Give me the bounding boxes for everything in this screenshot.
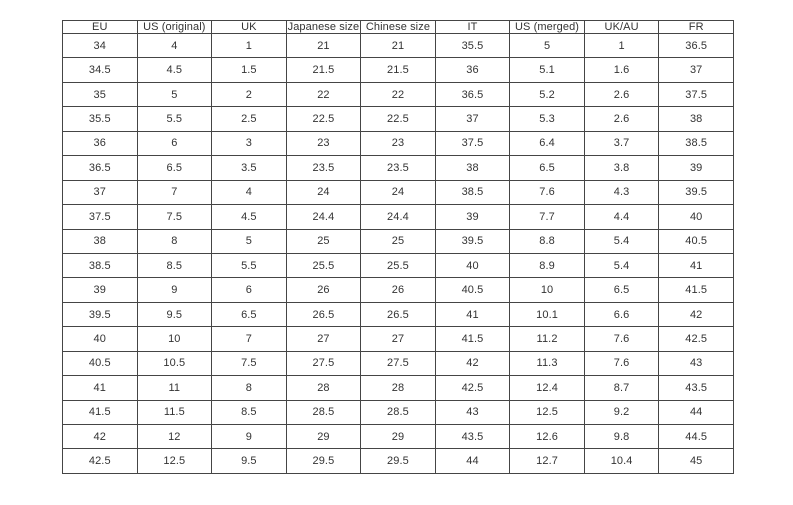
table-cell: 42 xyxy=(435,351,510,375)
table-cell: 8.7 xyxy=(584,376,659,400)
table-cell: 9 xyxy=(137,278,212,302)
table-cell: 39 xyxy=(435,205,510,229)
table-cell: 6.6 xyxy=(584,302,659,326)
table-cell: 43.5 xyxy=(435,425,510,449)
table-cell: 21 xyxy=(286,34,361,58)
table-cell: 23 xyxy=(361,131,436,155)
table-cell: 9 xyxy=(212,425,287,449)
table-cell: 40 xyxy=(63,327,138,351)
table-cell: 9.8 xyxy=(584,425,659,449)
table-cell: 11.3 xyxy=(510,351,585,375)
table-cell: 25 xyxy=(286,229,361,253)
table-cell: 38.5 xyxy=(659,131,734,155)
table-cell: 42 xyxy=(63,425,138,449)
table-cell: 5.4 xyxy=(584,229,659,253)
table-cell: 8.9 xyxy=(510,253,585,277)
table-cell: 44 xyxy=(435,449,510,474)
table-cell: 37.5 xyxy=(435,131,510,155)
header-cell: Japanese size xyxy=(287,21,360,33)
table-cell: 26.5 xyxy=(286,302,361,326)
header-cell: Chinese size xyxy=(361,21,436,34)
header-cell: UK/AU xyxy=(584,21,659,34)
header-cell: IT xyxy=(435,21,510,34)
table-cell: 38 xyxy=(63,229,138,253)
table-cell: 42 xyxy=(659,302,734,326)
table-cell: 10.1 xyxy=(510,302,585,326)
table-cell: 7.6 xyxy=(510,180,585,204)
table-cell: 41 xyxy=(435,302,510,326)
header-cell: FR xyxy=(659,21,734,34)
table-cell: 22.5 xyxy=(361,107,436,131)
table-cell: 28.5 xyxy=(286,400,361,424)
table-cell: 29.5 xyxy=(286,449,361,474)
table-cell: 9.2 xyxy=(584,400,659,424)
table-row xyxy=(63,180,734,204)
table-cell: 43 xyxy=(659,351,734,375)
table-cell: 2.5 xyxy=(212,107,287,131)
table-cell: 12.6 xyxy=(510,425,585,449)
table-cell: 10 xyxy=(137,327,212,351)
table-cell: 5.3 xyxy=(510,107,585,131)
table-row xyxy=(63,131,734,155)
table-cell: 23 xyxy=(286,131,361,155)
header-cell: EU xyxy=(63,21,138,34)
table-cell: 27.5 xyxy=(361,351,436,375)
table-cell: 7.7 xyxy=(510,205,585,229)
table-cell: 6.5 xyxy=(584,278,659,302)
table-row xyxy=(63,156,734,180)
table-cell: 7.5 xyxy=(137,205,212,229)
table-cell: 4.5 xyxy=(137,58,212,82)
table-cell: 29 xyxy=(361,425,436,449)
table-cell: 42.5 xyxy=(659,327,734,351)
table-cell: 10.5 xyxy=(137,351,212,375)
table-cell: 22 xyxy=(361,82,436,106)
table-cell: 40.5 xyxy=(659,229,734,253)
table-cell: 11.5 xyxy=(137,400,212,424)
table-cell: 1 xyxy=(212,34,287,58)
table-cell: 4 xyxy=(137,34,212,58)
table-row xyxy=(63,449,734,474)
table-cell: 1.5 xyxy=(212,58,287,82)
table-cell: 8.8 xyxy=(510,229,585,253)
table-cell: 44 xyxy=(659,400,734,424)
table-row xyxy=(63,107,734,131)
table-row xyxy=(63,376,734,400)
table-cell: 25 xyxy=(361,229,436,253)
table-cell: 44.5 xyxy=(659,425,734,449)
table-row xyxy=(63,205,734,229)
table-cell: 37.5 xyxy=(63,205,138,229)
table-cell: 34 xyxy=(63,34,138,58)
table-cell: 6.5 xyxy=(212,302,287,326)
table-row xyxy=(63,400,734,424)
table-row xyxy=(63,351,734,375)
table-cell: 5 xyxy=(510,34,585,58)
table-cell: 35.5 xyxy=(63,107,138,131)
table-cell: 4 xyxy=(212,180,287,204)
table-cell: 36.5 xyxy=(659,34,734,58)
table-cell: 29.5 xyxy=(361,449,436,474)
table-cell: 24.4 xyxy=(361,205,436,229)
table-cell: 36 xyxy=(435,58,510,82)
table-cell: 12.5 xyxy=(510,400,585,424)
table-cell: 2.6 xyxy=(584,82,659,106)
table-cell: 6 xyxy=(137,131,212,155)
table-cell: 39.5 xyxy=(659,180,734,204)
table-cell: 7.5 xyxy=(212,351,287,375)
table-cell: 8 xyxy=(212,376,287,400)
table-cell: 12.5 xyxy=(137,449,212,474)
header-cell: US (merged) xyxy=(510,21,585,34)
table-cell: 23.5 xyxy=(361,156,436,180)
table-cell: 41 xyxy=(63,376,138,400)
table-cell: 3 xyxy=(212,131,287,155)
table-cell: 9.5 xyxy=(137,302,212,326)
table-cell: 41.5 xyxy=(63,400,138,424)
table-cell: 11 xyxy=(137,376,212,400)
table-cell: 7 xyxy=(212,327,287,351)
table-cell: 6.5 xyxy=(510,156,585,180)
table-cell: 8.5 xyxy=(212,400,287,424)
table-cell: 38 xyxy=(659,107,734,131)
table-body xyxy=(63,34,734,474)
table-cell: 12 xyxy=(137,425,212,449)
table-cell: 39.5 xyxy=(435,229,510,253)
table-cell: 27 xyxy=(286,327,361,351)
table-cell: 42.5 xyxy=(63,449,138,474)
table-cell: 2.6 xyxy=(584,107,659,131)
table-cell: 27 xyxy=(361,327,436,351)
table-cell: 39.5 xyxy=(63,302,138,326)
table-cell: 42.5 xyxy=(435,376,510,400)
table-cell: 6 xyxy=(212,278,287,302)
table-cell: 40 xyxy=(435,253,510,277)
table-cell: 24 xyxy=(286,180,361,204)
table-cell: 7.6 xyxy=(584,351,659,375)
table-cell: 25.5 xyxy=(286,253,361,277)
table-cell: 1 xyxy=(584,34,659,58)
table-row xyxy=(63,58,734,82)
table-cell: 5 xyxy=(137,82,212,106)
table-cell: 28.5 xyxy=(361,400,436,424)
table-cell: 37 xyxy=(435,107,510,131)
table-cell: 5.4 xyxy=(584,253,659,277)
table-cell: 8 xyxy=(137,229,212,253)
table-cell: 24.4 xyxy=(286,205,361,229)
table-cell: 1.6 xyxy=(584,58,659,82)
table-cell: 7 xyxy=(137,180,212,204)
table-header-row xyxy=(63,21,734,34)
table-row xyxy=(63,82,734,106)
table-cell: 41 xyxy=(659,253,734,277)
table-cell: 40 xyxy=(659,205,734,229)
table-cell: 4.5 xyxy=(212,205,287,229)
table-cell: 9.5 xyxy=(212,449,287,474)
table-cell: 3.5 xyxy=(212,156,287,180)
table-cell: 43.5 xyxy=(659,376,734,400)
table-cell: 6.4 xyxy=(510,131,585,155)
table-cell: 8.5 xyxy=(137,253,212,277)
table-cell: 26.5 xyxy=(361,302,436,326)
table-row xyxy=(63,278,734,302)
table-cell: 38.5 xyxy=(435,180,510,204)
table-cell: 5.5 xyxy=(212,253,287,277)
table-cell: 11.2 xyxy=(510,327,585,351)
table-cell: 34.5 xyxy=(63,58,138,82)
table-cell: 39 xyxy=(659,156,734,180)
header-cell: US (original) xyxy=(137,21,212,34)
table-cell: 37.5 xyxy=(659,82,734,106)
table-cell: 22.5 xyxy=(286,107,361,131)
table-cell: 3.8 xyxy=(584,156,659,180)
table-row xyxy=(63,229,734,253)
table-cell: 38 xyxy=(435,156,510,180)
table-cell: 21.5 xyxy=(361,58,436,82)
table-cell: 35 xyxy=(63,82,138,106)
table-cell: 21.5 xyxy=(286,58,361,82)
table-cell: 40.5 xyxy=(63,351,138,375)
header-cell: UK xyxy=(212,21,287,34)
table-cell: 28 xyxy=(361,376,436,400)
table-cell: 23.5 xyxy=(286,156,361,180)
table-cell: 7.6 xyxy=(584,327,659,351)
table-cell: 45 xyxy=(659,449,734,474)
shoe-size-conversion-table xyxy=(62,20,734,474)
table-cell: 12.7 xyxy=(510,449,585,474)
table-row xyxy=(63,34,734,58)
table-cell: 38.5 xyxy=(63,253,138,277)
table-cell: 4.3 xyxy=(584,180,659,204)
table-cell: 10 xyxy=(510,278,585,302)
table-cell: 37 xyxy=(63,180,138,204)
table-row xyxy=(63,425,734,449)
table-cell: 21 xyxy=(361,34,436,58)
table-cell: 5.5 xyxy=(137,107,212,131)
table-cell: 39 xyxy=(63,278,138,302)
table-cell: 5.1 xyxy=(510,58,585,82)
table-cell: 36.5 xyxy=(63,156,138,180)
table-cell: 5 xyxy=(212,229,287,253)
table-cell: 40.5 xyxy=(435,278,510,302)
table-cell: 26 xyxy=(361,278,436,302)
table-cell: 12.4 xyxy=(510,376,585,400)
table-cell: 26 xyxy=(286,278,361,302)
table-cell: 29 xyxy=(286,425,361,449)
table-cell: 4.4 xyxy=(584,205,659,229)
table-cell: 10.4 xyxy=(584,449,659,474)
table-cell: 28 xyxy=(286,376,361,400)
table-cell: 6.5 xyxy=(137,156,212,180)
table-cell: 24 xyxy=(361,180,436,204)
table-cell: 43 xyxy=(435,400,510,424)
table-cell: 37 xyxy=(659,58,734,82)
table-header xyxy=(63,21,734,34)
table-cell: 22 xyxy=(286,82,361,106)
table-cell: 2 xyxy=(212,82,287,106)
table-cell: 36.5 xyxy=(435,82,510,106)
table-cell: 5.2 xyxy=(510,82,585,106)
table-row xyxy=(63,327,734,351)
table-cell: 25.5 xyxy=(361,253,436,277)
table-cell: 3.7 xyxy=(584,131,659,155)
table-cell: 41.5 xyxy=(435,327,510,351)
table-row xyxy=(63,302,734,326)
table-cell: 27.5 xyxy=(286,351,361,375)
table-cell: 41.5 xyxy=(659,278,734,302)
table-cell: 35.5 xyxy=(435,34,510,58)
table-cell: 36 xyxy=(63,131,138,155)
table-row xyxy=(63,253,734,277)
